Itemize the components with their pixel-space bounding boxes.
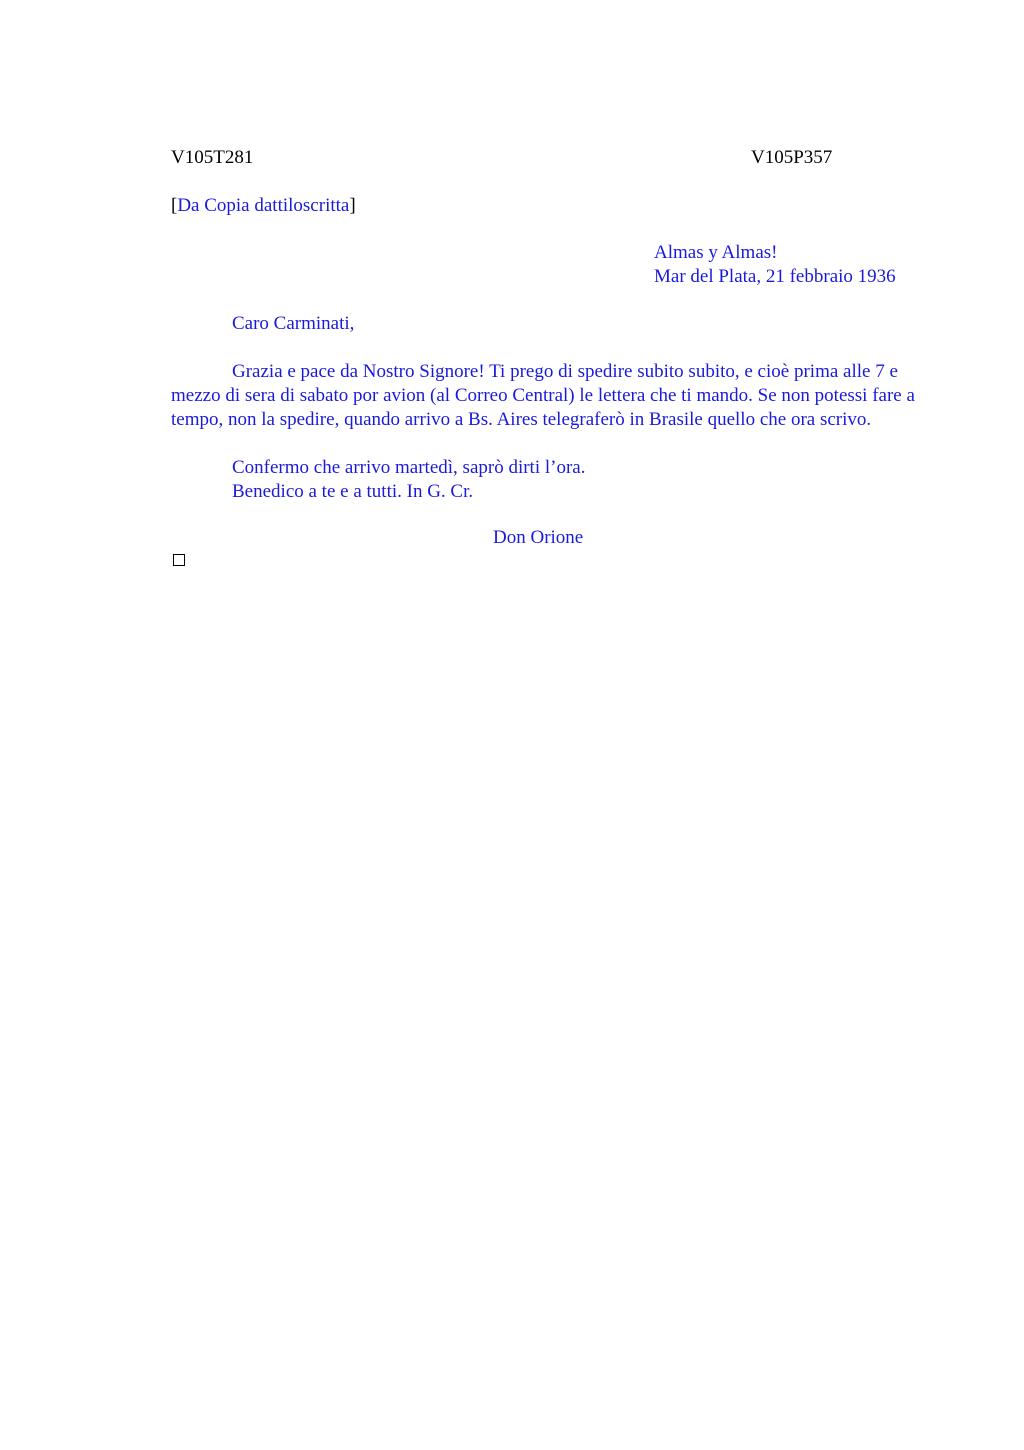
letter-paragraph-2: Confermo che arrivo martedì, saprò dirti l’ora. — [232, 457, 586, 478]
letter-salutation: Caro Carminati, — [232, 313, 355, 334]
letter-paragraph-1: Grazia e pace da Nostro Signore! Ti prego di spedire subito subito, e cioè prima alle 7 e mezzo di sera di sabato por avion (al Correo Central) le lettera che ti mando. Se non potessi fare a tempo, non la spedire, quando arrivo a Bs. Aires telegraferò in Brasile quello che ora scrivo. — [171, 361, 915, 430]
source-bracket-open: [ — [171, 195, 178, 216]
square-marker-icon — [173, 554, 185, 566]
letter-paragraph-3: Benedico a te e a tutti. In G. Cr. — [232, 481, 474, 502]
letter-place-date: Mar del Plata, 21 febbraio 1936 — [654, 266, 896, 287]
archive-code-right: V105P357 — [751, 147, 833, 168]
letter-signature: Don Orione — [493, 527, 584, 548]
source-note — [171, 194, 356, 218]
archive-code-left: V105T281 — [171, 147, 254, 168]
letter-motto: Almas y Almas! — [654, 242, 778, 263]
source-text: Da Copia dattiloscritta — [177, 195, 350, 216]
source-bracket-close: ] — [349, 195, 356, 216]
